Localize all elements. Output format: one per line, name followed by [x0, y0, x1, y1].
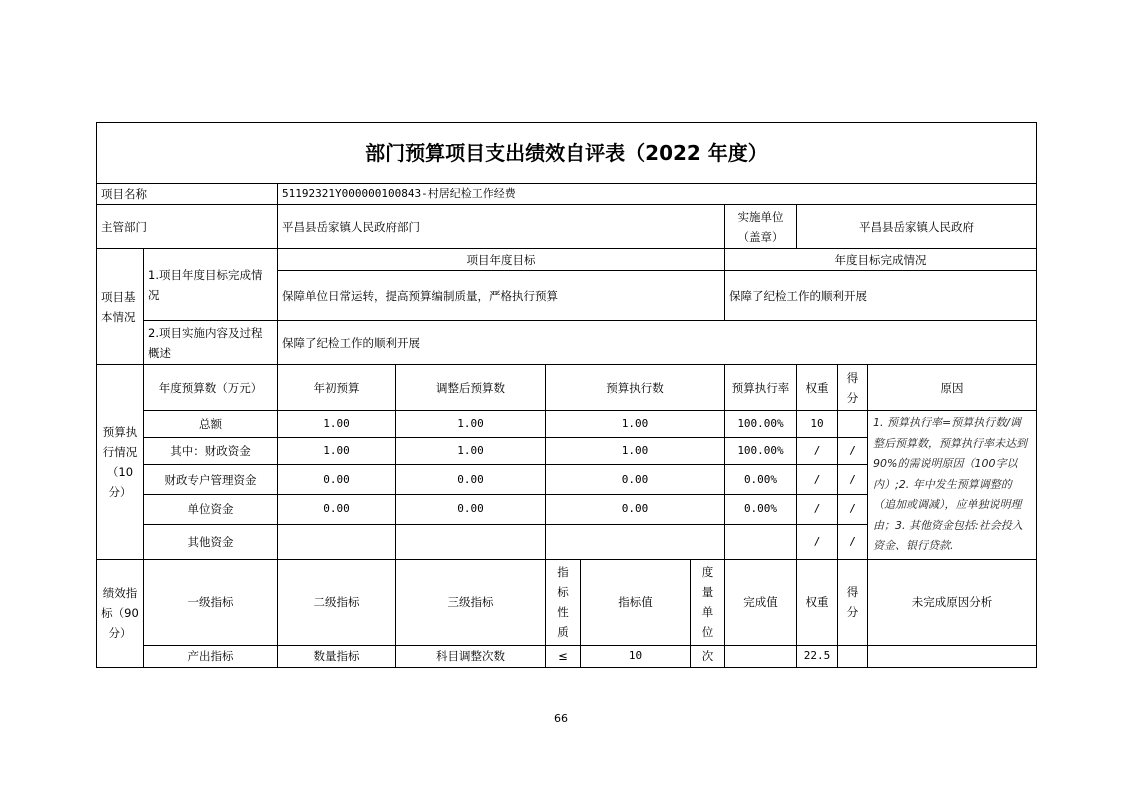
- initial: 1.00: [278, 437, 396, 465]
- budget-header: 年初预算: [278, 365, 396, 411]
- executed: 0.00: [546, 494, 725, 524]
- row-name: 财政专户管理资金: [144, 465, 278, 495]
- row-name: 总额: [144, 411, 278, 438]
- dept-label: 主管部门: [97, 205, 278, 249]
- perf-header: 度量单位: [691, 559, 725, 645]
- initial: 0.00: [278, 465, 396, 495]
- score: [838, 645, 868, 667]
- budget-header: 原因: [868, 365, 1037, 411]
- completion-header: 年度目标完成情况: [725, 249, 1037, 271]
- perf-header: 三级指标: [396, 559, 546, 645]
- impl-unit-label: 实施单位（盖章）: [725, 205, 797, 249]
- initial: 1.00: [278, 411, 396, 438]
- row-name: 单位资金: [144, 494, 278, 524]
- adjusted: 0.00: [396, 494, 546, 524]
- table-title: 部门预算项目支出绩效自评表（2022 年度）: [97, 123, 1037, 184]
- rate: 0.00%: [725, 494, 797, 524]
- item1-label: 1.项目年度目标完成情况: [144, 249, 278, 321]
- budget-header: 权重: [797, 365, 838, 411]
- weight: /: [797, 494, 838, 524]
- l2: 数量指标: [278, 645, 396, 667]
- score: /: [838, 524, 868, 559]
- item2: 保障了纪检工作的顺利开展: [278, 321, 1037, 365]
- budget-note: 1. 预算执行率=预算执行数/调整后预算数，预算执行率未达到 90%的需说明原因（100字以内）;2. 年中发生预算调整的（追加或调减），应单独说明理由；3. 其他资金包括:社会投入资金、银行贷款.: [868, 411, 1037, 560]
- adjusted: 0.00: [396, 465, 546, 495]
- perf-label: 绩效指标（90分）: [97, 559, 144, 667]
- weight: 10: [797, 411, 838, 438]
- performance-self-evaluation-table: [96, 122, 1037, 668]
- done: [725, 645, 797, 667]
- rate: 100.00%: [725, 411, 797, 438]
- row-name: 其中：财政资金: [144, 437, 278, 465]
- adjusted: [396, 524, 546, 559]
- budget-label: 预算执行情况（10分）: [97, 365, 144, 560]
- weight: /: [797, 465, 838, 495]
- goal: 保障单位日常运转，提高预算编制质量，严格执行预算: [278, 271, 725, 321]
- impl-unit: 平昌县岳家镇人民政府: [797, 205, 1037, 249]
- basic-label: 项目基本情况: [97, 249, 144, 365]
- perf-row: [97, 645, 1037, 667]
- adjusted: 1.00: [396, 437, 546, 465]
- rate: 100.00%: [725, 437, 797, 465]
- weight: /: [797, 437, 838, 465]
- budget-header: 得分: [838, 365, 868, 411]
- value: 10: [581, 645, 691, 667]
- score: /: [838, 494, 868, 524]
- executed: [546, 524, 725, 559]
- row-name: 其他资金: [144, 524, 278, 559]
- perf-header: 二级指标: [278, 559, 396, 645]
- budget-header: 年度预算数（万元）: [144, 365, 278, 411]
- executed: 0.00: [546, 465, 725, 495]
- perf-header: 完成值: [725, 559, 797, 645]
- project-name: 51192321Y000000100843-村居纪检工作经费: [278, 184, 1037, 205]
- executed: 1.00: [546, 437, 725, 465]
- item2-label: 2.项目实施内容及过程概述: [144, 321, 278, 365]
- executed: 1.00: [546, 411, 725, 438]
- score: /: [838, 465, 868, 495]
- adjusted: 1.00: [396, 411, 546, 438]
- perf-header: 指标值: [581, 559, 691, 645]
- perf-header: 一级指标: [144, 559, 278, 645]
- nature: ≤: [546, 645, 581, 667]
- unit: 次: [691, 645, 725, 667]
- budget-header: 调整后预算数: [396, 365, 546, 411]
- weight: 22.5: [797, 645, 838, 667]
- budget-row: [97, 411, 1037, 438]
- perf-header: 权重: [797, 559, 838, 645]
- budget-header: 预算执行率: [725, 365, 797, 411]
- completion: 保障了纪检工作的顺利开展: [725, 271, 1037, 321]
- l1: 产出指标: [144, 645, 278, 667]
- initial: [278, 524, 396, 559]
- score: [838, 411, 868, 438]
- l3: 科目调整次数: [396, 645, 546, 667]
- dept: 平昌县岳家镇人民政府部门: [278, 205, 725, 249]
- perf-header: 得分: [838, 559, 868, 645]
- score: /: [838, 437, 868, 465]
- weight: /: [797, 524, 838, 559]
- budget-header: 预算执行数: [546, 365, 725, 411]
- initial: 0.00: [278, 494, 396, 524]
- page-number: 66: [554, 712, 568, 725]
- reason: [868, 645, 1037, 667]
- perf-header: 指标性质: [546, 559, 581, 645]
- rate: [725, 524, 797, 559]
- project-name-label: 项目名称: [97, 184, 278, 205]
- goal-header: 项目年度目标: [278, 249, 725, 271]
- rate: 0.00%: [725, 465, 797, 495]
- perf-header: 未完成原因分析: [868, 559, 1037, 645]
